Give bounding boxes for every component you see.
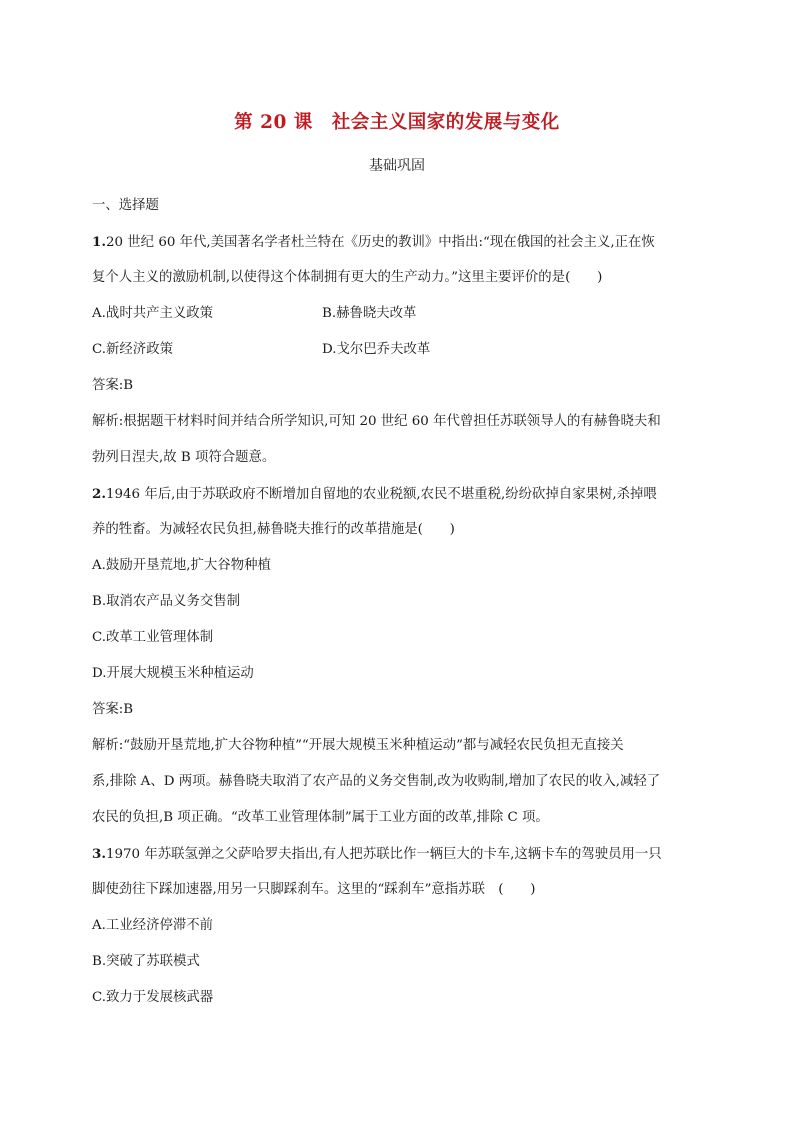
option-d: D.戈尔巴乔夫改革 [322,342,431,357]
question-3 [92,836,704,1016]
analysis-continued: 农民的负担,B 项正确。“改革工业管理体制”属于工业方面的改革,排除 C 项。 [92,810,549,825]
analysis-continued: 系,排除 A、D 两项。赫鲁晓夫取消了农产品的义务交售制,改为收购制,增加了农民的收入,减轻了 [92,774,661,789]
question-2 [92,476,704,836]
option-b: B.突破了苏联模式 [92,954,200,969]
question-text: 1946 年后,由于苏联政府不断增加自留地的农业税额,农民不堪重税,纷纷砍掉自家果树,杀掉喂 [105,487,657,502]
analysis: 解析:根据题干材料时间并结合所学知识,可知 20 世纪 60 年代曾担任苏联领导人的有赫鲁晓夫和 [92,414,661,429]
question-number: 1. [92,234,106,250]
question-text: 20 世纪 60 年代,美国著名学者杜兰特在《历史的教训》中指出:“现在俄国的社会主义,正在恢 [105,235,655,250]
lesson-title: 第 20 课 社会主义国家的发展与变化 [234,112,560,133]
answer: 答案:B [92,378,134,393]
question-1 [92,224,704,476]
question-stem [92,224,704,260]
question-number: 3. [92,846,106,862]
analysis: 解析:“鼓励开垦荒地,扩大谷物种植”“开展大规模玉米种植运动”都与减轻农民负担无直接关 [92,738,624,753]
question-stem [92,476,704,512]
answer: 答案:B [92,702,134,717]
option-c: C.改革工业管理体制 [92,630,214,645]
question-text-continued: 脚使劲往下踩加速器,用另一只脚踩刹车。这里的“踩刹车”意指苏联 ( ) [92,882,536,897]
option-a: A.鼓励开垦荒地,扩大谷物种植 [92,558,271,573]
analysis-continued: 勃列日涅夫,故 B 项符合题意。 [92,450,276,465]
section-heading: 一、选择题 [92,198,159,213]
option-c: C.致力于发展核武器 [92,990,214,1005]
question-text: 1970 年苏联氢弹之父萨哈罗夫指出,有人把苏联比作一辆巨大的卡车,这辆卡车的驾驶员用一只 [105,847,662,862]
option-c: C.新经济政策 [92,342,173,357]
option-a: A.战时共产主义政策 [92,306,214,321]
options-row [92,332,704,368]
option-d: D.开展大规模玉米种植运动 [92,666,254,681]
section-subtitle: 基础巩固 [369,158,425,174]
option-b: B.取消农产品义务交售制 [92,594,241,609]
document-body [92,188,704,1016]
options-row [92,296,704,332]
question-text-continued: 复个人主义的激励机制,以使得这个体制拥有更大的生产动力。”这里主要评价的是( ) [92,270,603,285]
option-b: B.赫鲁晓夫改革 [322,306,417,321]
question-number: 2. [92,486,106,502]
question-stem [92,836,704,872]
question-text-continued: 养的牲畜。为减轻农民负担,赫鲁晓夫推行的改革措施是( ) [92,522,455,537]
option-a: A.工业经济停滞不前 [92,918,214,933]
